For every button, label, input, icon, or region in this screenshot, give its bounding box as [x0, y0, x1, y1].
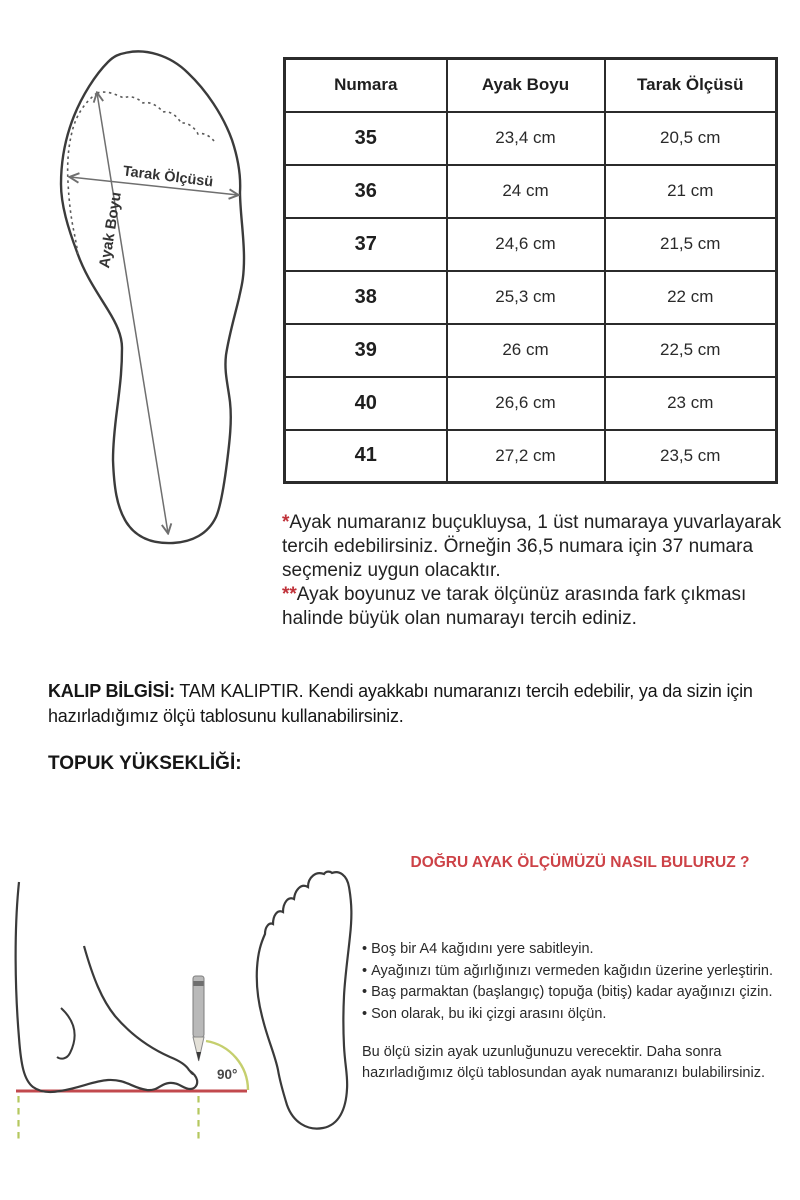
foot-top-view-outline	[240, 862, 370, 1152]
footnote-text: Ayak boyunuz ve tarak ölçünüz arasında fark çıkması halinde büyük olan numarayı tercih ediniz.	[282, 584, 747, 629]
table-row	[285, 112, 777, 165]
closing-paragraph	[362, 1042, 765, 1084]
pencil-icon	[193, 976, 204, 1061]
foot-side-view-diagram	[0, 860, 270, 1160]
col-header-tarak-olcusu: Tarak Ölçüsü	[605, 59, 777, 112]
foot-length-value: 24 cm	[447, 165, 605, 218]
footprint-outline	[257, 872, 352, 1129]
foot-length-value: 25,3 cm	[447, 271, 605, 324]
size-number: 38	[285, 271, 447, 324]
double-asterisk-marker: **	[282, 584, 297, 605]
size-table	[283, 57, 778, 484]
size-number: 41	[285, 430, 447, 483]
toe-dashed-line	[97, 92, 214, 141]
foot-width-value: 21,5 cm	[605, 218, 777, 271]
foot-length-value: 23,4 cm	[447, 112, 605, 165]
foot-width-value: 22,5 cm	[605, 324, 777, 377]
list-item	[362, 1004, 773, 1026]
list-item	[362, 961, 773, 983]
instruction-text: • Ayağınızı tüm ağırlığınızı vermeden kağıdın üzerine yerleştirin.	[362, 963, 773, 979]
width-label: Tarak Ölçüsü	[121, 163, 215, 191]
sole-outline	[61, 51, 244, 543]
instruction-text: • Baş parmaktan (başlangıç) topuğa (bitiş) kadar ayağınızı çizin.	[362, 984, 772, 1000]
table-header-row	[285, 59, 777, 112]
size-number: 35	[285, 112, 447, 165]
size-number: 39	[285, 324, 447, 377]
ankle-detail-line	[57, 1008, 75, 1059]
table-row	[285, 377, 777, 430]
closing-line: Bu ölçü sizin ayak uzunluğunuzu verecektir. Daha sonra	[362, 1044, 722, 1060]
foot-width-value: 23,5 cm	[605, 430, 777, 483]
list-item	[362, 982, 773, 1004]
table-row	[285, 218, 777, 271]
angle-label: 90°	[217, 1067, 238, 1082]
instruction-text: • Boş bir A4 kağıdını yere sabitleyin.	[362, 941, 594, 957]
foot-width-value: 23 cm	[605, 377, 777, 430]
foot-length-value: 26,6 cm	[447, 377, 605, 430]
heel-height-heading: TOPUK YÜKSEKLİĞİ:	[48, 753, 242, 774]
instruction-text: • Son olarak, bu iki çizgi arasını ölçün.	[362, 1006, 606, 1022]
table-row	[285, 324, 777, 377]
foot-width-value: 20,5 cm	[605, 112, 777, 165]
footnote-half-size	[282, 511, 790, 583]
toe-dashed-line-left	[68, 93, 97, 254]
foot-length-value: 26 cm	[447, 324, 605, 377]
length-label: Ayak Boyu	[96, 190, 125, 270]
closing-line: hazırladığımız ölçü tablosundan ayak numaranızı bulabilirsiniz.	[362, 1065, 765, 1081]
foot-width-value: 22 cm	[605, 271, 777, 324]
footnote-difference	[282, 583, 790, 631]
foot-width-value: 21 cm	[605, 165, 777, 218]
instruction-list	[362, 939, 773, 1025]
kalip-label: KALIP BİLGİSİ:	[48, 681, 175, 701]
table-row	[285, 430, 777, 483]
list-item	[362, 939, 773, 961]
col-header-ayak-boyu: Ayak Boyu	[447, 59, 605, 112]
sole-measurement-diagram	[40, 40, 280, 600]
kalip-text: TAM KALIPTIR. Kendi ayakkabı numaranızı tercih edebilir, ya da sizin için hazırladığımız ölçü tablosunu kullanabilirsiniz.	[48, 681, 753, 726]
size-number: 40	[285, 377, 447, 430]
foot-length-value: 24,6 cm	[447, 218, 605, 271]
foot-instep-outline	[84, 946, 193, 1074]
foot-back-and-sole-outline	[16, 882, 198, 1092]
size-number: 37	[285, 218, 447, 271]
size-number: 36	[285, 165, 447, 218]
footnote-text: Ayak numaranız buçukluysa, 1 üst numaraya yuvarlayarak tercih edebilirsiniz. Örneğin 36,5 numara için 37 numara seçmeniz uygun olacaktır.	[282, 512, 782, 581]
table-row	[285, 271, 777, 324]
measure-guide-heading: DOĞRU AYAK ÖLÇÜMÜZÜ NASIL BULURUZ ?	[410, 854, 750, 871]
last-info-paragraph	[48, 679, 798, 729]
col-header-numara: Numara	[285, 59, 447, 112]
foot-length-value: 27,2 cm	[447, 430, 605, 483]
table-row	[285, 165, 777, 218]
asterisk-marker: *	[282, 512, 290, 533]
foot-length-arrow	[97, 93, 168, 533]
footnotes	[282, 511, 790, 631]
